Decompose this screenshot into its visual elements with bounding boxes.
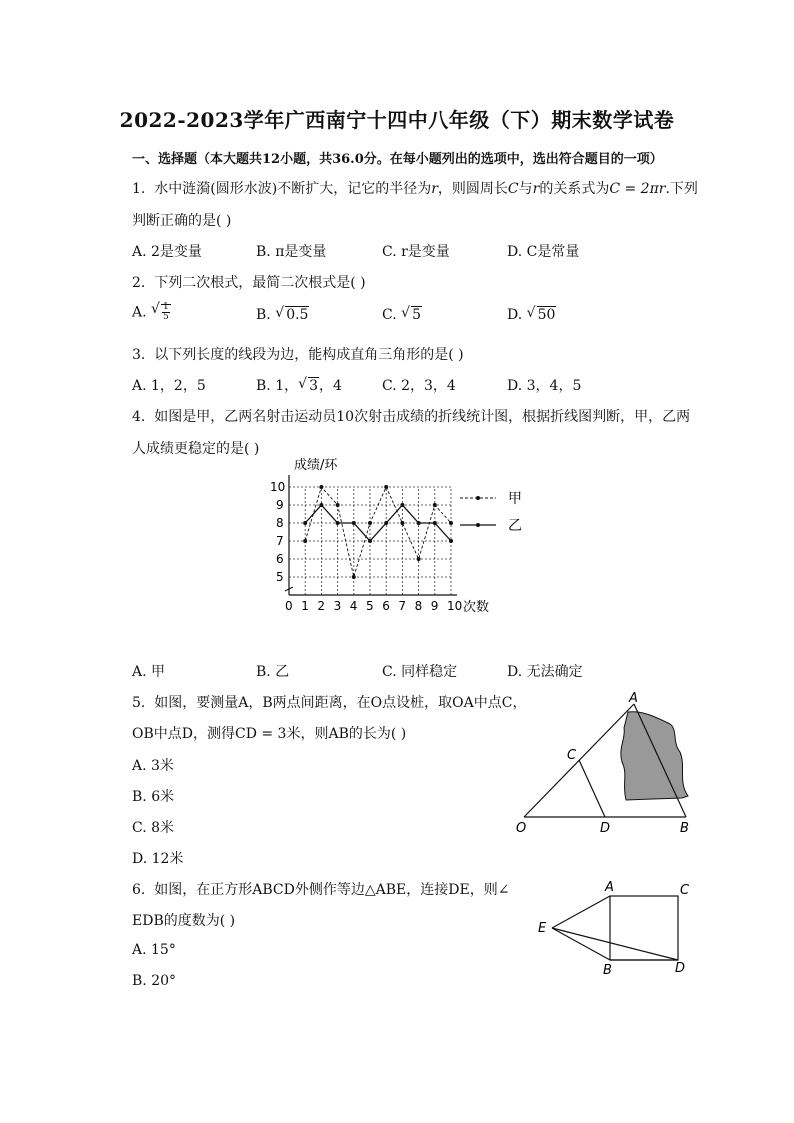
square-triangle-figure	[530, 876, 700, 976]
data-point	[303, 521, 307, 525]
y-tick-label: 8	[276, 516, 284, 530]
legend-label: 乙	[508, 518, 522, 534]
label-a: A	[605, 880, 614, 895]
data-point	[352, 521, 356, 525]
x-tick-label: 4	[349, 599, 358, 613]
question-6-line1: 6. 如图，在正方形ABCD外侧作等边△ABE，连接DE，则∠	[132, 882, 510, 898]
score-line-chart	[270, 455, 540, 625]
data-point	[336, 503, 340, 507]
segment-cd	[579, 760, 605, 817]
data-point	[449, 521, 453, 525]
x-tick-label: 0	[285, 599, 293, 613]
label-c: C	[680, 883, 690, 898]
x-tick-label: 1	[301, 599, 309, 613]
q4-option-d[interactable]: D. 无法确定	[507, 664, 583, 680]
segment-ea	[552, 896, 610, 928]
label-o: O	[516, 821, 527, 836]
pond-shape	[621, 712, 688, 800]
question-3: 3. 以下列长度的线段为边，能构成直角三角形的是( )	[132, 347, 464, 363]
data-point	[417, 521, 421, 525]
legend-label: 甲	[508, 491, 522, 507]
label-b: B	[603, 963, 612, 976]
data-point	[352, 575, 356, 579]
q4-option-a[interactable]: A. 甲	[132, 664, 166, 680]
data-point	[433, 503, 437, 507]
x-tick-label: 10	[447, 599, 463, 613]
q6-option-a[interactable]: A. 15°	[132, 942, 176, 958]
question-1-line2: 判断正确的是( )	[132, 213, 232, 229]
x-tick-label: 6	[382, 599, 390, 613]
legend-marker	[476, 523, 480, 527]
q5-option-c[interactable]: C. 8米	[132, 820, 175, 836]
q3-option-a[interactable]: A. 1，2，5	[132, 378, 206, 394]
y-tick-label: 7	[276, 534, 284, 548]
y-tick-label: 9	[276, 498, 284, 512]
q4-option-b[interactable]: B. 乙	[256, 664, 290, 680]
x-axis-title: 次数	[463, 600, 490, 615]
label-a: A	[629, 691, 638, 706]
q5-option-d[interactable]: D. 12米	[132, 851, 184, 867]
question-1-line1: 1. 水中涟漪(圆形水波)不断扩大，记它的半径为r，则圆周长C与r的关系式为C = 2πr.下列	[132, 181, 698, 197]
data-point	[368, 521, 372, 525]
x-tick-label: 8	[414, 599, 423, 613]
q2-option-b[interactable]: B. √ 0.5	[256, 307, 309, 323]
y-tick-label: 10	[270, 480, 286, 494]
data-point	[336, 521, 340, 525]
data-point	[417, 557, 421, 561]
q5-option-a[interactable]: A. 3米	[132, 758, 174, 774]
segment-eb	[552, 928, 610, 960]
legend-marker	[476, 496, 480, 500]
q1-option-c[interactable]: C. r是变量	[382, 244, 450, 260]
q5-option-b[interactable]: B. 6米	[132, 789, 175, 805]
q3-option-b[interactable]: B. 1，√ 3，4	[256, 375, 342, 395]
data-point	[319, 503, 323, 507]
x-tick-label: 9	[430, 599, 439, 613]
x-tick-label: 7	[398, 599, 407, 613]
question-4-line1: 4. 如图是甲，乙两名射击运动员10次射击成绩的折线统计图，根据折线图判断，甲，乙两	[132, 409, 691, 425]
y-axis-title: 成绩/环	[294, 458, 338, 473]
question-2: 2. 下列二次根式，最简二次根式是( )	[132, 275, 366, 291]
triangle-pond-figure	[510, 690, 700, 840]
q3-option-d[interactable]: D. 3，4，5	[507, 378, 582, 394]
x-tick-label: 2	[317, 599, 326, 613]
q3-option-c[interactable]: C. 2，3，4	[382, 378, 456, 394]
q1-option-b[interactable]: B. π是变量	[256, 244, 327, 260]
label-d: D	[675, 961, 686, 976]
q1-option-a[interactable]: A. 2是变量	[132, 244, 202, 260]
data-point	[368, 539, 372, 543]
label-e: E	[538, 921, 547, 936]
data-point	[433, 521, 437, 525]
q2-option-d[interactable]: D. √ 50	[507, 307, 556, 323]
q2-option-a[interactable]: A. √ $\frac{1}{5}$	[132, 303, 171, 322]
data-point	[319, 485, 323, 489]
question-5-line1: 5. 如图，要测量A，B两点间距离，在O点设桩，取OA中点C，	[132, 695, 527, 711]
data-point	[303, 539, 307, 543]
y-tick-label: 5	[276, 570, 284, 584]
data-point	[384, 485, 388, 489]
x-tick-label: 3	[333, 599, 342, 613]
question-4-line2: 人成绩更稳定的是( )	[132, 441, 260, 457]
q6-option-b[interactable]: B. 20°	[132, 973, 177, 989]
x-tick-label: 5	[366, 599, 374, 613]
label-c: C	[567, 748, 577, 763]
square-abcd	[610, 896, 678, 960]
question-5-line2: OB中点D，测得CD = 3米，则AB的长为( )	[132, 726, 407, 742]
segment-ed	[552, 928, 678, 960]
label-d: D	[600, 821, 611, 836]
q4-option-c[interactable]: C. 同样稳定	[382, 664, 458, 680]
y-tick-label: 6	[276, 552, 284, 566]
label-b: B	[680, 821, 689, 836]
data-point	[400, 521, 404, 525]
page-title: 2022-2023学年广西南宁十四中八年级（下）期末数学试卷	[119, 108, 675, 132]
section-heading: 一、选择题（本大题共12小题，共36.0分。在每小题列出的选项中，选出符合题目的一项）	[132, 152, 663, 167]
data-point	[384, 521, 388, 525]
q1-option-d[interactable]: D. C是常量	[507, 244, 580, 260]
data-point	[400, 503, 404, 507]
data-point	[449, 539, 453, 543]
q2-option-c[interactable]: C. √ 5	[382, 307, 422, 323]
question-6-line2: EDB的度数为( )	[132, 913, 236, 929]
